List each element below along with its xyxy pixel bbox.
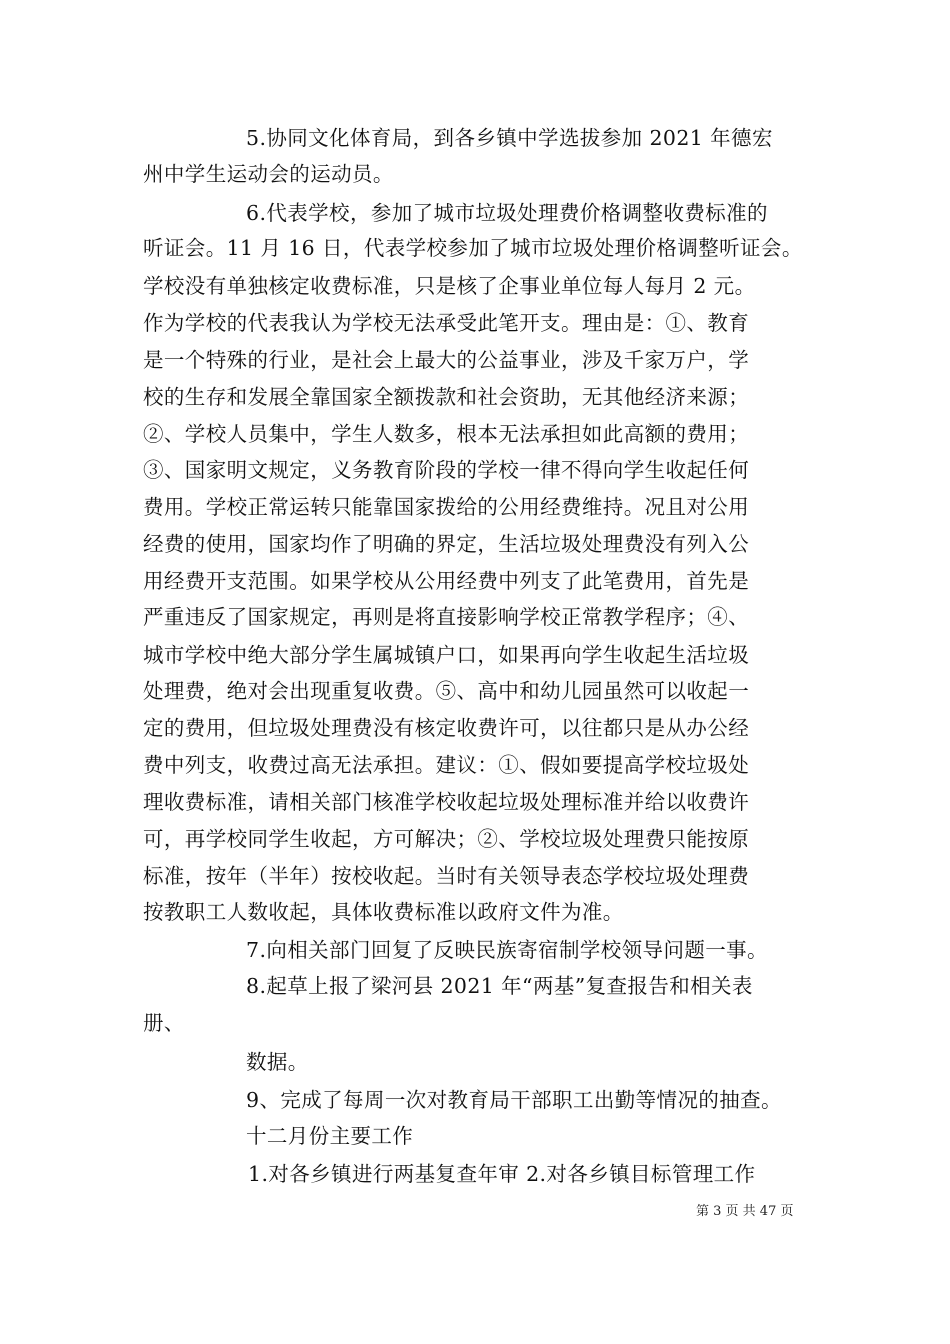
text-line: 十二月份主要工作 [246, 1124, 414, 1148]
text-line: 册、 [143, 1011, 185, 1035]
text-line: 定的费用，但垃圾处理费没有核定收费许可，以往都只是从办公经 [143, 716, 750, 740]
text-line: 6.代表学校，参加了城市垃圾处理费价格调整收费标准的 [246, 201, 768, 225]
text-line: ②、学校人员集中，学生人数多，根本无法承担如此高额的费用； [143, 422, 750, 446]
text-line: 理收费标准，请相关部门核准学校收起垃圾处理标准并给以收费许 [143, 790, 750, 814]
text-line: 作为学校的代表我认为学校无法承受此笔开支。理由是：①、教育 [143, 311, 750, 335]
text-line: 城市学校中绝大部分学生属城镇户口，如果再向学生收起生活垃圾 [143, 643, 750, 667]
text-line: 5.协同文化体育局，到各乡镇中学选拔参加 2021 年德宏 [246, 126, 773, 150]
text-line: 学校没有单独核定收费标准，只是核了企事业单位每人每月 2 元。 [143, 274, 756, 298]
text-line: 经费的使用，国家均作了明确的界定，生活垃圾处理费没有列入公 [143, 532, 750, 556]
text-line: 9、完成了每周一次对教育局干部职工出勤等情况的抽查。 [246, 1088, 782, 1112]
text-line: 听证会。11 月 16 日，代表学校参加了城市垃圾处理价格调整听证会。 [143, 236, 803, 260]
text-line: 用经费开支范围。如果学校从公用经费中列支了此笔费用，首先是 [143, 569, 750, 593]
text-line: 校的生存和发展全靠国家全额拨款和社会资助，无其他经济来源； [143, 385, 750, 409]
text-line: 可，再学校同学生收起，方可解决；②、学校垃圾处理费只能按原 [143, 827, 750, 851]
text-line: ③、国家明文规定，义务教育阶段的学校一律不得向学生收起任何 [143, 458, 750, 482]
text-line: 按教职工人数收起，具体收费标准以政府文件为准。 [143, 900, 624, 924]
text-line: 处理费，绝对会出现重复收费。⑤、高中和幼儿园虽然可以收起一 [143, 679, 750, 703]
text-line: 费中列支，收费过高无法承担。建议：①、假如要提高学校垃圾处 [143, 753, 750, 777]
text-line: 费用。学校正常运转只能靠国家拨给的公用经费维持。况且对公用 [143, 495, 750, 519]
text-line: 数据。 [246, 1050, 309, 1074]
text-line: 8.起草上报了梁河县 2021 年“两基”复查报告和相关表 [246, 974, 753, 998]
text-line: 是一个特殊的行业，是社会上最大的公益事业，涉及千家万户，学 [143, 348, 750, 372]
text-line: 严重违反了国家规定，再则是将直接影响学校正常教学程序；④、 [143, 605, 750, 629]
text-line: 州中学生运动会的运动员。 [143, 162, 394, 186]
text-line: 标准，按年（半年）按校收起。当时有关领导表态学校垃圾处理费 [143, 864, 750, 888]
text-line: 1.对各乡镇进行两基复查年审 2.对各乡镇目标管理工作 [248, 1162, 756, 1186]
page-number-footer: 第 3 页 共 47 页 [696, 1204, 794, 1219]
text-line: 7.向相关部门回复了反映民族寄宿制学校领导问题一事。 [246, 938, 768, 962]
